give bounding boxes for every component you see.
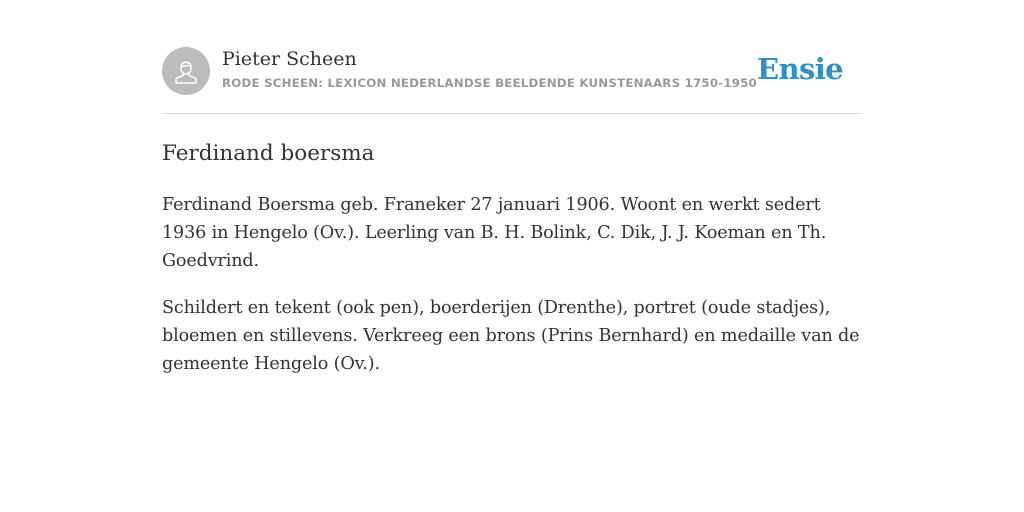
article-header [162, 47, 862, 114]
author-name[interactable]: Pieter Scheen [222, 48, 357, 70]
article-paragraph: Schildert en tekent (ook pen), boerderijen (Drenthe), portret (oude stadjes), bloemen en stillevens. Verkreeg een brons (Prins Bernhard) en medaille van de gemeente Hengelo (Ov.). [162, 298, 860, 374]
ensie-logo[interactable]: Ensie [757, 52, 843, 86]
content-container [162, 47, 862, 378]
user-icon [173, 57, 199, 85]
source-title[interactable]: RODE SCHEEN: LEXICON NEDERLANDSE BEELDENDE KUNSTENAARS 1750-1950 [222, 76, 757, 90]
article-title: Ferdinand boersma [162, 141, 375, 166]
author-avatar[interactable] [162, 47, 210, 95]
article-paragraph: Ferdinand Boersma geb. Franeker 27 januari 1906. Woont en werkt sedert 1936 in Hengelo (Ov.). Leerling van B. H. Bolink, C. Dik, J. J. Koeman en Th. Goedvrind. [162, 195, 827, 271]
